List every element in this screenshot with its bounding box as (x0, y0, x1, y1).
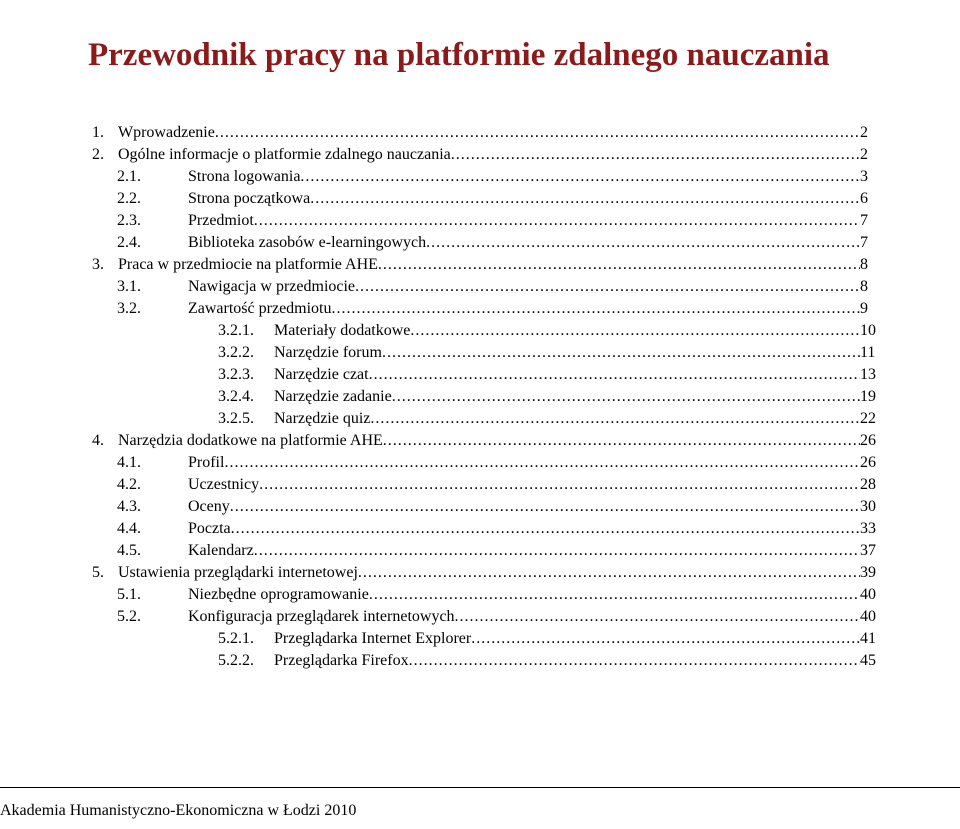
toc-entry-page: 8 (860, 256, 868, 273)
toc-entry-number: 3.2.4. (218, 388, 254, 405)
toc-entry-leader (118, 122, 860, 144)
document-title: Przewodnik pracy na platformie zdalnego nauczania (88, 37, 830, 74)
toc-entry-page: 37 (860, 542, 876, 559)
toc-entry[interactable] (0, 496, 960, 518)
toc-dot-leader (410, 320, 860, 342)
toc-dot-leader (310, 188, 860, 210)
toc-entry-leader (274, 628, 860, 650)
toc-dot-leader (224, 452, 860, 474)
table-of-contents (0, 122, 960, 672)
toc-entry-page: 39 (860, 564, 876, 581)
toc-entry-number: 5.2.1. (218, 630, 254, 647)
toc-entry-number: 5.1. (117, 586, 141, 603)
toc-entry-leader (188, 474, 860, 496)
toc-entry-leader (188, 276, 860, 298)
toc-entry-leader (188, 452, 860, 474)
toc-entry-number: 3.2. (117, 300, 141, 317)
toc-entry-number: 5.2.2. (218, 652, 254, 669)
toc-dot-leader (382, 342, 860, 364)
toc-entry-leader (274, 342, 860, 364)
toc-entry-number: 4. (92, 432, 104, 449)
toc-dot-leader (369, 584, 860, 606)
toc-entry[interactable] (0, 276, 960, 298)
toc-entry-leader (274, 408, 860, 430)
toc-entry-number: 4.5. (117, 542, 141, 559)
toc-entry-label: Wprowadzenie (118, 122, 215, 144)
toc-entry-number: 5. (92, 564, 104, 581)
toc-entry[interactable] (0, 188, 960, 210)
toc-entry-leader (188, 540, 860, 562)
toc-entry-leader (118, 254, 860, 276)
toc-entry-page: 13 (860, 366, 876, 383)
toc-entry-page: 3 (860, 168, 868, 185)
toc-entry-label: Profil (188, 452, 224, 474)
toc-entry-number: 3. (92, 256, 104, 273)
toc-dot-leader (378, 254, 860, 276)
toc-entry-label: Kalendarz (188, 540, 254, 562)
toc-entry-number: 5.2. (117, 608, 141, 625)
toc-entry-number: 4.3. (117, 498, 141, 515)
toc-entry-label: Narzędzia dodatkowe na platformie AHE (118, 430, 383, 452)
toc-entry-page: 7 (860, 212, 868, 229)
toc-entry-label: Poczta (188, 518, 231, 540)
toc-entry[interactable] (0, 122, 960, 144)
toc-entry-number: 1. (92, 124, 104, 141)
toc-entry[interactable] (0, 254, 960, 276)
toc-entry-label: Biblioteka zasobów e-learningowych (188, 232, 426, 254)
toc-dot-leader (300, 166, 860, 188)
toc-entry-leader (118, 430, 860, 452)
toc-entry-number: 3.2.5. (218, 410, 254, 427)
toc-entry-page: 28 (860, 476, 876, 493)
toc-entry-label: Strona logowania (188, 166, 300, 188)
toc-entry-number: 2.1. (117, 168, 141, 185)
toc-dot-leader (231, 518, 860, 540)
toc-entry-label: Narzędzie quiz (274, 408, 370, 430)
toc-entry-page: 11 (860, 344, 876, 361)
toc-entry-leader (188, 584, 860, 606)
toc-entry-label: Konfiguracja przeglądarek internetowych (188, 606, 455, 628)
toc-entry-page: 19 (860, 388, 876, 405)
toc-entry-page: 10 (860, 322, 876, 339)
toc-entry-label: Przeglądarka Firefox (274, 650, 409, 672)
toc-entry-label: Przeglądarka Internet Explorer (274, 628, 471, 650)
toc-dot-leader (455, 606, 860, 628)
toc-entry-page: 7 (860, 234, 868, 251)
toc-entry[interactable] (0, 320, 960, 342)
toc-entry-label: Uczestnicy (188, 474, 259, 496)
toc-entry-leader (188, 232, 860, 254)
toc-entry-number: 2.3. (117, 212, 141, 229)
toc-entry-leader (118, 144, 860, 166)
toc-entry[interactable] (0, 474, 960, 496)
toc-entry[interactable] (0, 386, 960, 408)
toc-entry-page: 40 (860, 586, 876, 603)
toc-entry-leader (188, 606, 860, 628)
toc-entry-label: Oceny (188, 496, 230, 518)
toc-entry-leader (188, 210, 860, 232)
toc-entry[interactable] (0, 540, 960, 562)
toc-dot-leader (370, 408, 860, 430)
toc-entry-number: 2.4. (117, 234, 141, 251)
toc-entry-label: Praca w przedmiocie na platformie AHE (118, 254, 378, 276)
toc-entry-leader (274, 364, 860, 386)
toc-entry-page: 9 (860, 300, 868, 317)
toc-dot-leader (254, 540, 860, 562)
toc-dot-leader (426, 232, 860, 254)
toc-entry[interactable] (0, 166, 960, 188)
toc-entry[interactable] (0, 584, 960, 606)
toc-entry[interactable] (0, 364, 960, 386)
toc-entry-label: Nawigacja w przedmiocie (188, 276, 355, 298)
toc-entry-label: Zawartość przedmiotu (188, 298, 332, 320)
toc-entry-number: 3.1. (117, 278, 141, 295)
toc-dot-leader (355, 276, 860, 298)
toc-dot-leader (409, 650, 860, 672)
toc-entry[interactable] (0, 408, 960, 430)
toc-entry-page: 26 (860, 454, 876, 471)
toc-entry[interactable] (0, 650, 960, 672)
toc-entry-page: 26 (860, 432, 876, 449)
toc-entry[interactable] (0, 232, 960, 254)
toc-entry[interactable] (0, 210, 960, 232)
toc-entry-page: 2 (860, 124, 868, 141)
toc-entry[interactable] (0, 144, 960, 166)
toc-dot-leader (392, 386, 860, 408)
toc-entry-label: Strona początkowa (188, 188, 310, 210)
toc-entry-leader (118, 562, 860, 584)
toc-dot-leader (471, 628, 860, 650)
toc-entry-leader (188, 298, 860, 320)
toc-entry-label: Ogólne informacje o platformie zdalnego nauczania (118, 144, 451, 166)
toc-entry-label: Ustawienia przeglądarki internetowej (118, 562, 358, 584)
toc-entry-leader (188, 496, 860, 518)
toc-entry-number: 2. (92, 146, 104, 163)
toc-entry-page: 45 (860, 652, 876, 669)
toc-dot-leader (230, 496, 860, 518)
toc-entry-page: 2 (860, 146, 868, 163)
toc-dot-leader (358, 562, 860, 584)
toc-entry-number: 2.2. (117, 190, 141, 207)
toc-entry-label: Materiały dodatkowe (274, 320, 410, 342)
toc-dot-leader (254, 210, 860, 232)
toc-entry-label: Niezbędne oprogramowanie (188, 584, 369, 606)
toc-entry-label: Przedmiot (188, 210, 254, 232)
toc-entry-page: 8 (860, 278, 868, 295)
toc-entry[interactable] (0, 628, 960, 650)
toc-entry-leader (188, 166, 860, 188)
footer-text: Akademia Humanistyczno-Ekonomiczna w Łodzi 2010 (0, 802, 357, 819)
toc-dot-leader (259, 474, 860, 496)
toc-entry[interactable] (0, 518, 960, 540)
toc-entry-leader (274, 320, 860, 342)
toc-dot-leader (215, 122, 860, 144)
toc-entry-number: 4.2. (117, 476, 141, 493)
toc-entry-label: Narzędzie forum (274, 342, 382, 364)
toc-entry[interactable] (0, 430, 960, 452)
toc-entry[interactable] (0, 342, 960, 364)
toc-entry[interactable] (0, 298, 960, 320)
toc-entry[interactable] (0, 562, 960, 584)
toc-entry-page: 41 (860, 630, 876, 647)
toc-entry-number: 4.4. (117, 520, 141, 537)
toc-entry-number: 3.2.2. (218, 344, 254, 361)
toc-dot-leader (369, 364, 860, 386)
toc-entry-leader (274, 386, 860, 408)
toc-dot-leader (332, 298, 861, 320)
toc-entry-label: Narzędzie zadanie (274, 386, 392, 408)
toc-dot-leader (451, 144, 860, 166)
toc-entry-leader (274, 650, 860, 672)
toc-entry-label: Narzędzie czat (274, 364, 369, 386)
toc-entry-leader (188, 188, 860, 210)
toc-dot-leader (383, 430, 860, 452)
toc-entry-page: 40 (860, 608, 876, 625)
toc-entry-number: 3.2.3. (218, 366, 254, 383)
toc-entry-page: 30 (860, 498, 876, 515)
toc-entry[interactable] (0, 452, 960, 474)
toc-entry-page: 33 (860, 520, 876, 537)
toc-entry-number: 4.1. (117, 454, 141, 471)
toc-entry-number: 3.2.1. (218, 322, 254, 339)
toc-entry[interactable] (0, 606, 960, 628)
toc-entry-page: 6 (860, 190, 868, 207)
toc-entry-page: 22 (860, 410, 876, 427)
toc-entry-leader (188, 518, 860, 540)
footer-divider (0, 787, 960, 788)
